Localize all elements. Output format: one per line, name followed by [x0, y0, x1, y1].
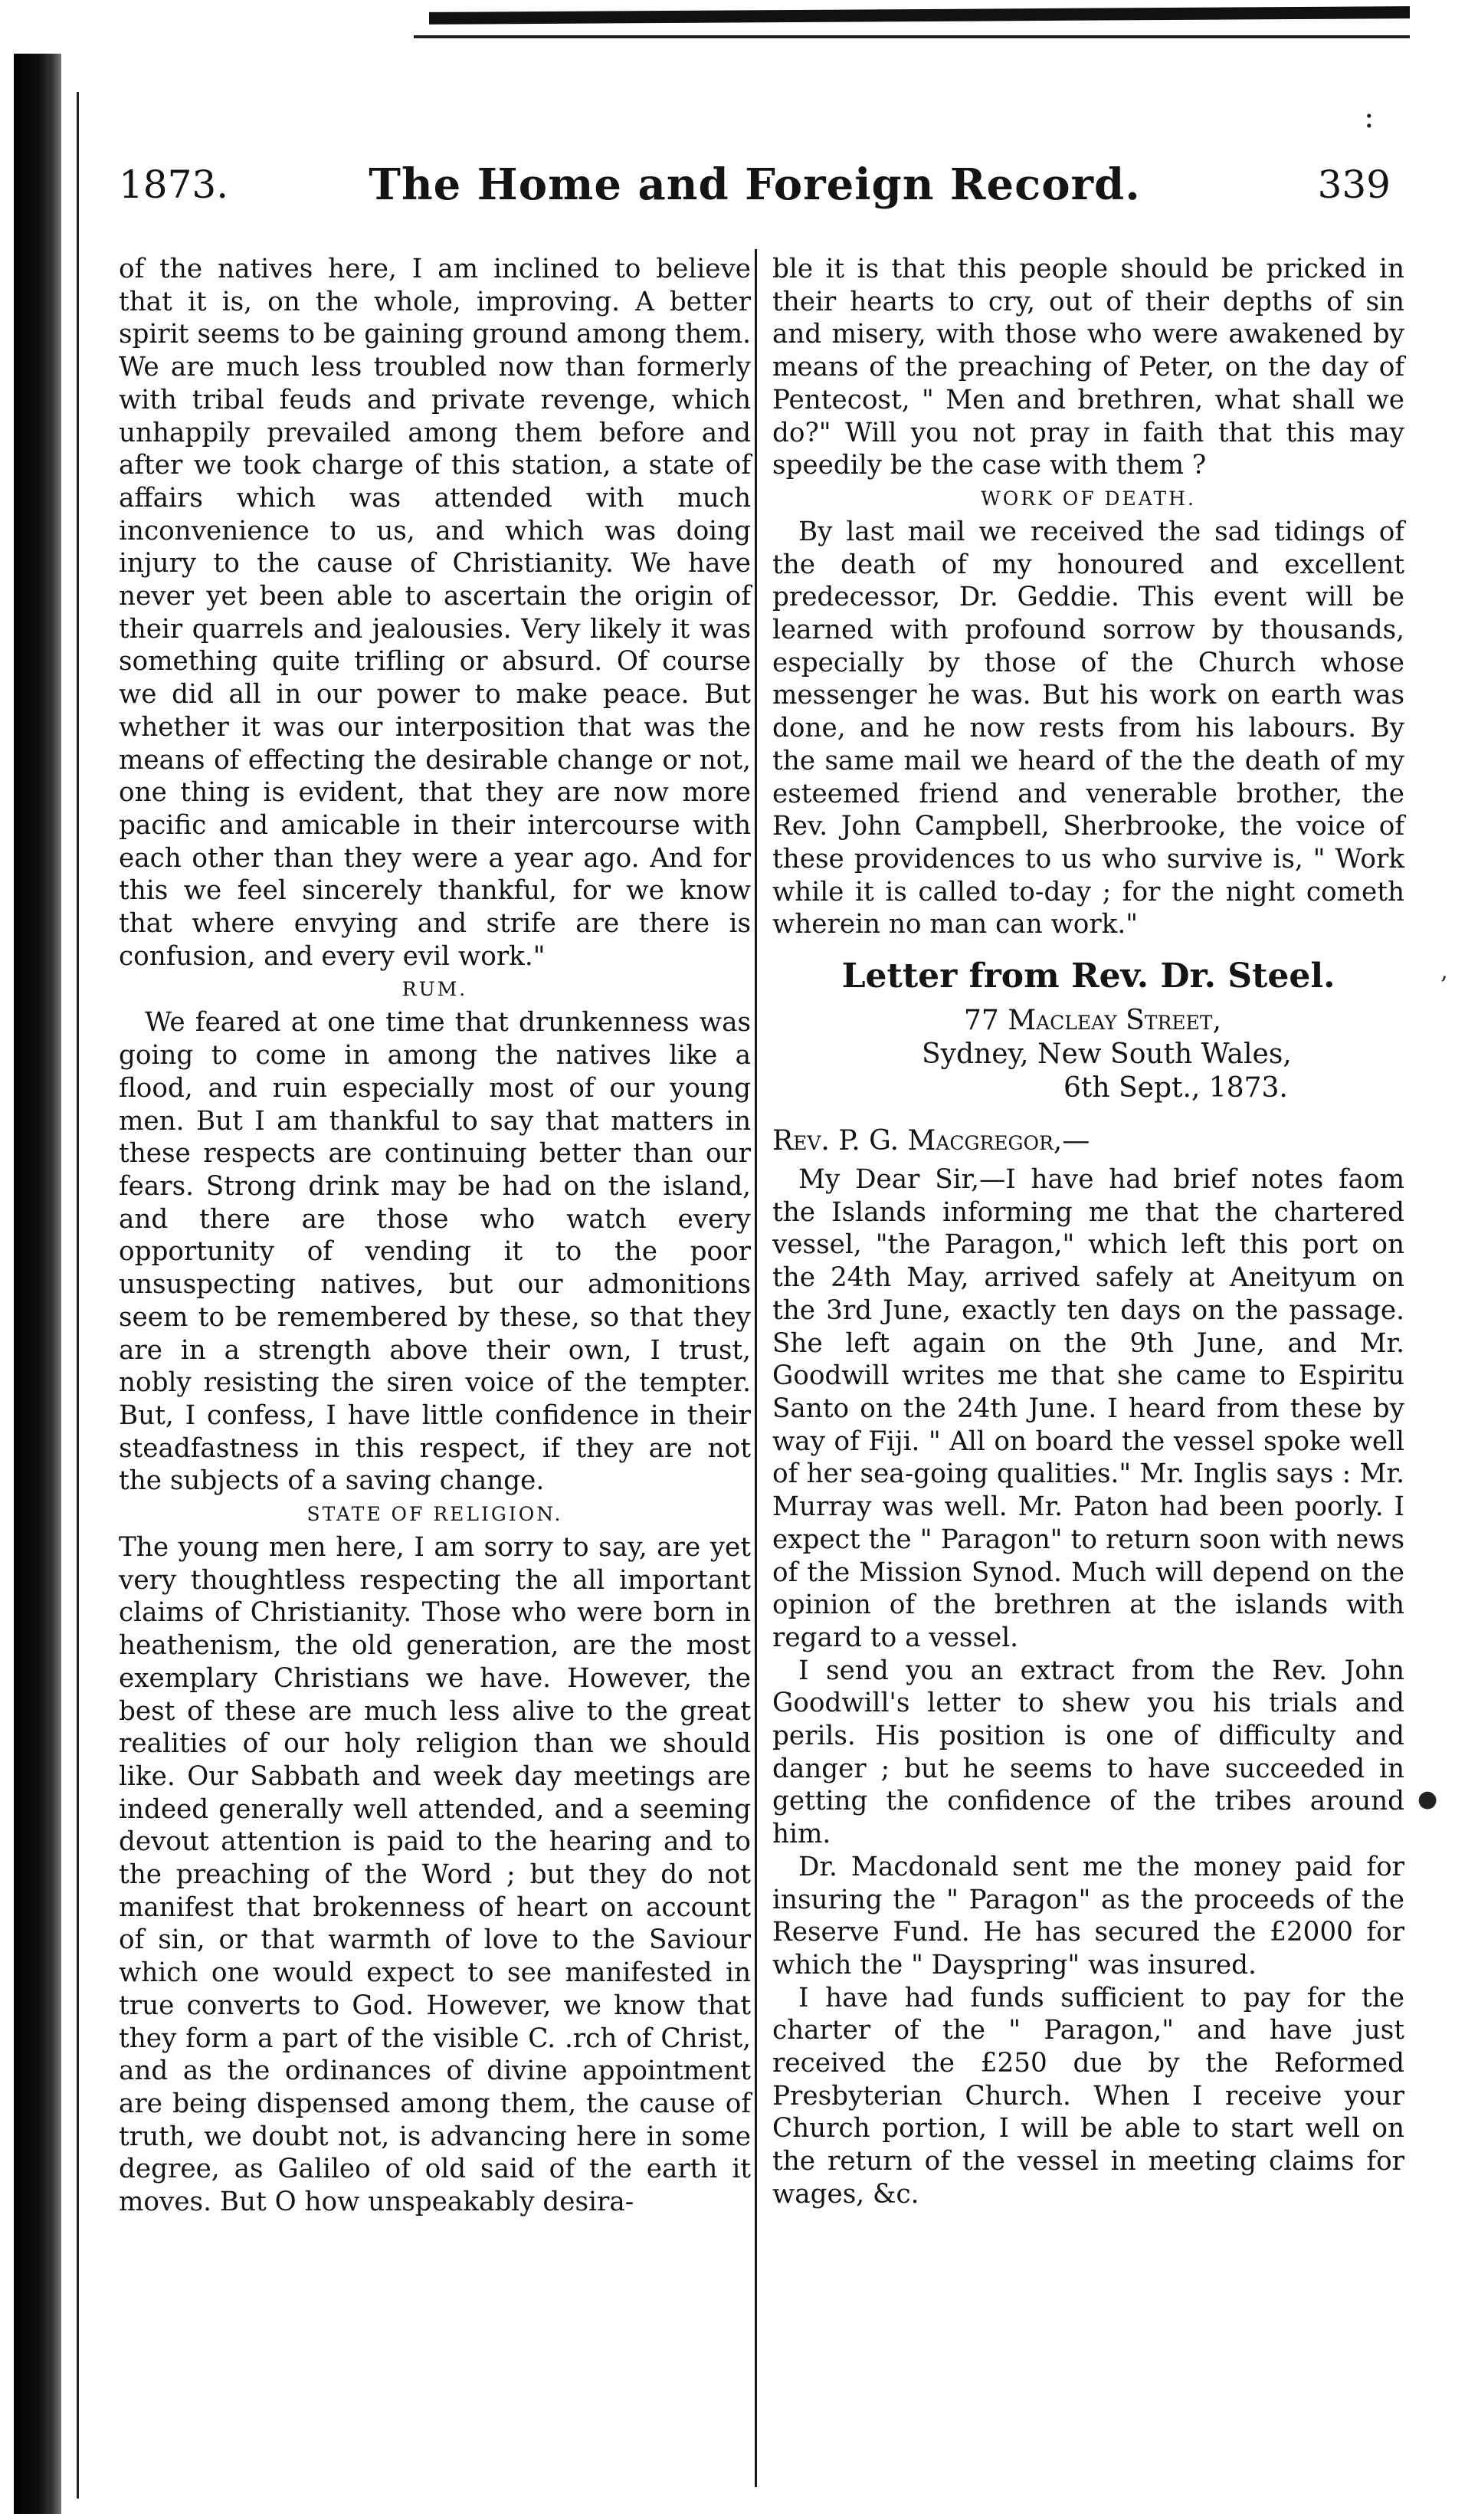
right-paragraph-3: My Dear Sir,—I have had brief notes faom the Islands informing me that the chartered vessel, "the Paragon," which left this port on the 24th May, arrived safely at Aneityum on the 3rd June, exactly ten days on the passage. She left again on the 9th June, and Mr. Goodwill writes me that she came to Espiritu Santo on the 24th June. I heard from these by way of Fiji. " All on board the vessel spoke well of her sea-going qualities." Mr. Inglis says : Mr. Murray was well. Mr. Paton had been poorly. I expect the " Paragon" to return soon with news of the Mission Synod. Much will depend on the opinion of the brethren at the islands with regard to a vessel. [772, 1164, 1404, 1653]
header-year: 1873. [119, 162, 229, 207]
page-binding-edge [77, 92, 79, 2499]
top-thin-rule [414, 35, 1410, 38]
address-city: Sydney, New South Wales, [922, 1039, 1292, 1071]
letter-salutation: Rev. P. G. Macgregor,— [772, 1125, 1090, 1157]
margin-speck-dot: ● [1417, 1786, 1438, 1813]
page-header [119, 159, 1391, 224]
right-paragraph-6: I have had funds sufficient to pay for the charter of the " Paragon," and have just received the £250 due by the Reformed Presbyterian Church. When I receive your Church portion, I will be able to start well on the return of the vessel in meeting claims for wages, &c. [772, 1982, 1404, 2210]
margin-speck-colon: : [1364, 100, 1375, 135]
left-paragraph-1: of the natives here, I am inclined to believe that it is, on the whole, improving. A better spirit seems to be gaining ground among them. We are much less troubled now than formerly with tribal feuds and private revenge, which unhappily prevailed among them before and after we took charge of this station, a state of affairs which was attended with much inconvenience to us, and which was doing injury to the cause of Christianity. We have never yet been able to ascertain the origin of their quarrels and jealousies. Very likely it was something quite trifling or absurd. Of course we did all in our power to make peace. But whether it was our interposition that was the means of effecting the desirable change or not, one thing is evident, that they are now more pacific and amicable in their intercourse with each other than they were a year ago. And for this we feel sincerely thankful, for we know that where envying and strife are there is confusion, and every evil work." [119, 254, 751, 972]
publication-title: The Home and Foreign Record. [369, 159, 1141, 210]
address-date: 6th Sept., 1873. [1063, 1072, 1288, 1104]
page-binding-shadow [14, 54, 61, 2514]
right-paragraph-4: I send you an extract from the Rev. John Goodwill's letter to shew you his trials and perils. His position is one of difficulty and danger ; but he seems to have succeeded in getting the confidence of the tribes around him. [772, 1655, 1404, 1850]
column-divider [755, 249, 757, 2487]
margin-speck-arrow: ‚ [1440, 958, 1448, 985]
right-paragraph-1: ble it is that this people should be pricked in their hearts to cry, out of their depths of sin and misery, with those who were awakened by means of the preaching of Peter, on the day of Pentecost, " Men and brethren, what shall we do?" Will you not pray in faith that this may speedily be the case with them ? [772, 254, 1404, 481]
left-paragraph-3: The young men here, I am sorry to say, are yet very thoughtless respecting the all important claims of Christianity. Those who were born in heathenism, the old generation, are the most exemplary Christians we have. However, the best of these are much less alive to the great realities of our holy religion than we should like. Our Sabbath and week day meetings are indeed generally well attended, and a seeming devout attention is paid to the hearing and to the preaching of the Word ; but they do not manifest that brokenness of heart on account of sin, or that warmth of love to the Saviour which one would expect to see manifested in true converts to God. However, we know that they form a part of the visible C. .rch of Christ, and as the ordinances of divine appointment are being dispensed among them, the cause of truth, we doubt not, is advancing here in some degree, as Galileo of old said of the earth it moves. But O how unspeakably desira- [119, 1532, 751, 2218]
section-heading-state-of-religion: STATE OF RELIGION. [306, 1503, 563, 1526]
right-paragraph-5: Dr. Macdonald sent me the money paid for insuring the " Paragon" as the proceeds of the Reserve Fund. He has secured the £2000 for which the " Dayspring" was insured. [772, 1851, 1404, 1980]
section-heading-rum: RUM. [401, 978, 468, 1001]
left-paragraph-2: We feared at one time that drunkenness was going to come in among the natives like a flood, and ruin especially most of our young men. But I am thankful to say that matters in these respects are continuing better than our fears. Strong drink may be had on the island, and there are those who watch every opportunity of vending it to the poor unsuspecting natives, but our admonitions seem to be remembered by these, so that they are in a strength above their own, I trust, nobly resisting the siren voice of the tempter. But, I confess, I have little confidence in their steadfastness in this respect, if they are not the subjects of a saving change. [119, 1007, 751, 1497]
top-decorative-rule [429, 6, 1410, 25]
letter-title: Letter from Rev. Dr. Steel. [841, 956, 1335, 996]
right-column [772, 253, 1404, 2211]
section-heading-work-of-death: WORK OF DEATH. [981, 487, 1196, 510]
page-number: 339 [1317, 162, 1391, 207]
address-street: 77 Macleay Street, [964, 1005, 1221, 1037]
left-column [119, 253, 751, 2219]
right-paragraph-2: By last mail we received the sad tidings of the death of my honoured and excellent predecessor, Dr. Geddie. This event will be learned with profound sorrow by thousands, especially by those of the Church whose messenger he was. But his work on earth was done, and he now rests from his labours. By the same mail we heard of the the death of my esteemed friend and venerable brother, the Rev. John Campbell, Sherbrooke, the voice of these providences to us who survive is, " Work while it is called to-day ; for the night cometh wherein no man can work." [772, 516, 1404, 940]
